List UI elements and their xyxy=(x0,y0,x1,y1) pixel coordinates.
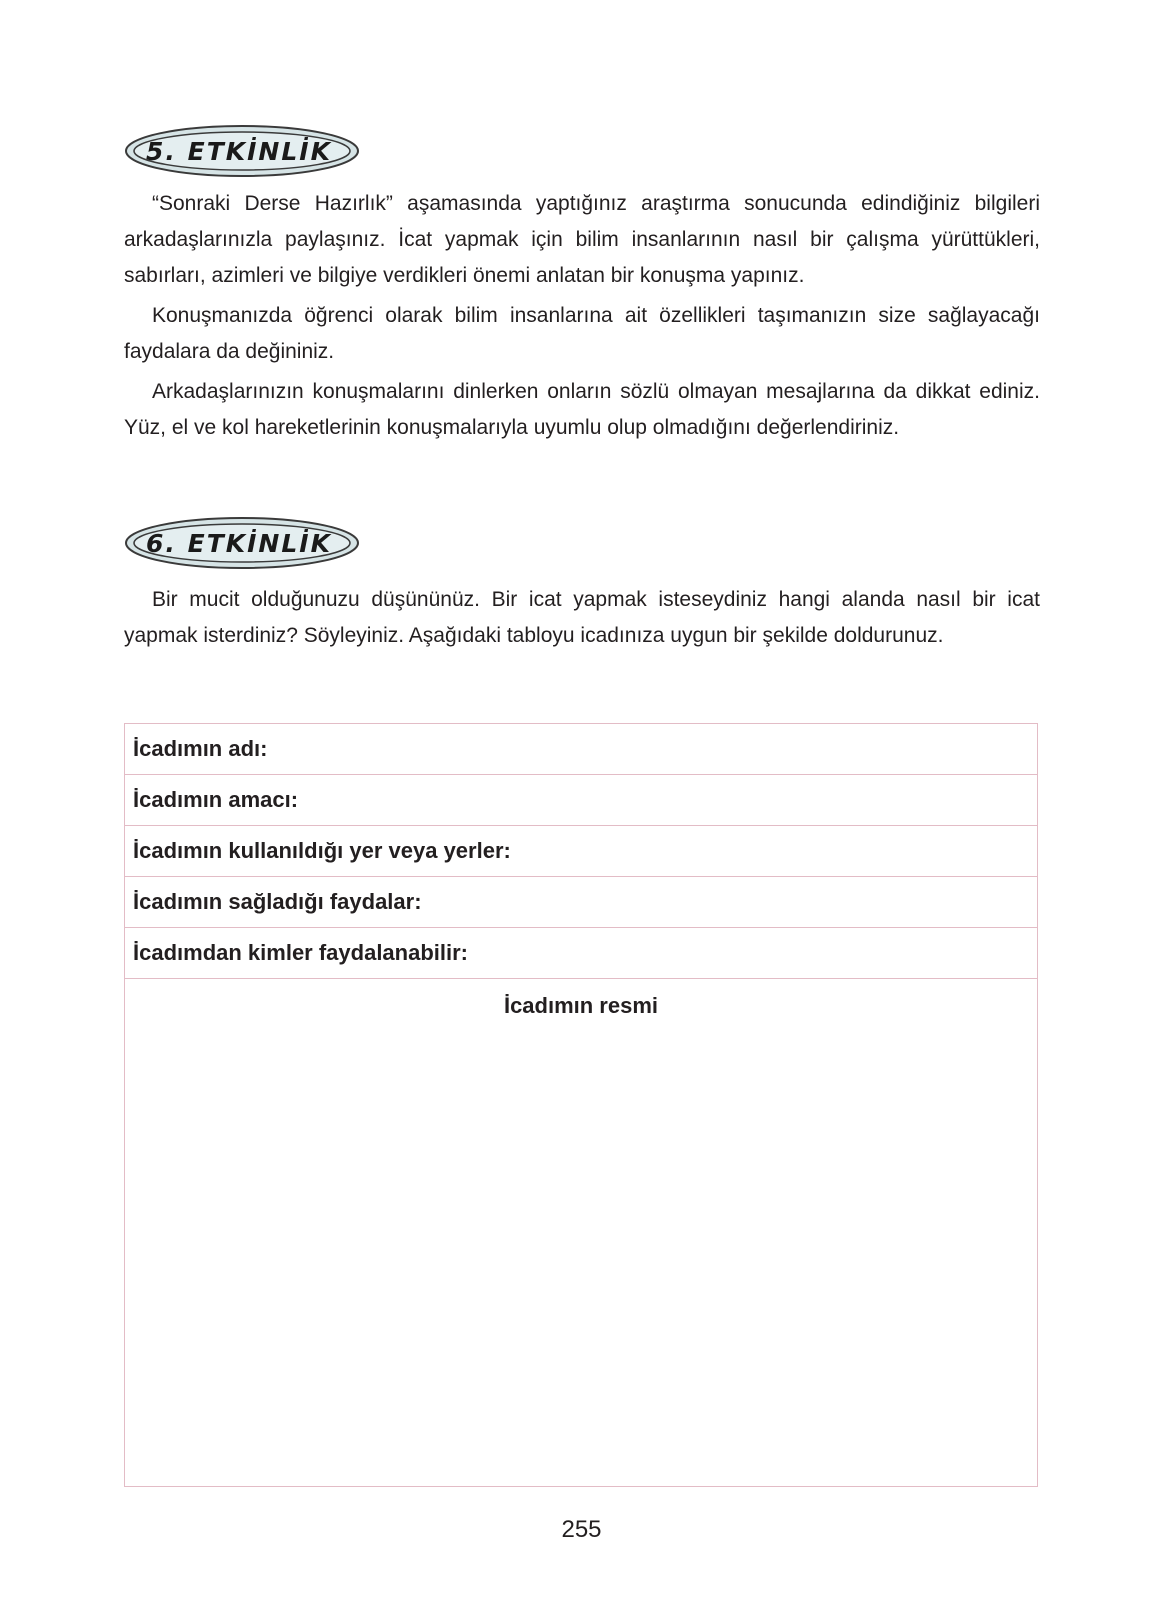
form-row-benefits[interactable] xyxy=(125,877,1037,928)
form-row-label: İcadımın kullanıldığı yer veya yerler: xyxy=(133,838,511,863)
form-row-label: İcadımın adı: xyxy=(133,736,268,761)
form-row-name[interactable] xyxy=(125,724,1037,775)
activity6-badge xyxy=(124,516,360,570)
activity5-badge xyxy=(124,124,360,178)
activity6-title: 6. ETKİNLİK xyxy=(146,528,332,558)
page-number: 255 xyxy=(561,1516,602,1543)
activity6-paragraph-1: Bir mucit olduğunuzu düşününüz. Bir icat yapmak isteseydiniz hangi alanda nasıl bir icat yapmak isterdiniz? Söyleyiniz. Aşağıdaki tabloyu icadınıza uygun bir şekilde doldurunuz. xyxy=(124,588,1040,647)
invention-form-table xyxy=(124,723,1038,1487)
activity5-title: 5. ETKİNLİK xyxy=(146,136,332,166)
activity5-paragraph-2: Konuşmanızda öğrenci olarak bilim insanlarına ait özellikleri taşımanızın size sağlayacağı faydalara da değininiz. xyxy=(124,304,1040,363)
form-row-purpose[interactable] xyxy=(125,775,1037,826)
activity5-body xyxy=(124,186,1040,450)
form-row-label: İcadımın sağladığı faydalar: xyxy=(133,889,422,914)
picture-title: İcadımın resmi xyxy=(503,993,659,1018)
form-row-beneficiaries[interactable] xyxy=(125,928,1037,979)
activity5-paragraph-3: Arkadaşlarınızın konuşmalarını dinlerken onların sözlü olmayan mesajlarına da dikkat ediniz. Yüz, el ve kol hareketlerinin konuşmalarıyla uyumlu olup olmadığını değerlendiriniz. xyxy=(124,380,1040,439)
invention-picture-area[interactable] xyxy=(125,979,1037,1486)
form-row-places[interactable] xyxy=(125,826,1037,877)
activity6-body xyxy=(124,582,1040,658)
form-row-label: İcadımdan kimler faydalanabilir: xyxy=(133,940,469,965)
activity5-paragraph-1: “Sonraki Derse Hazırlık” aşamasında yaptığınız araştırma sonucunda edindiğiniz bilgileri arkadaşlarınızla paylaşınız. İcat yapmak için bilim insanlarının nasıl bir çalışma yürüttükleri, sabırları, azimleri ve bilgiye verdikleri önemi anlatan bir konuşma yapınız. xyxy=(124,192,1040,287)
form-row-label: İcadımın amacı: xyxy=(133,787,299,812)
